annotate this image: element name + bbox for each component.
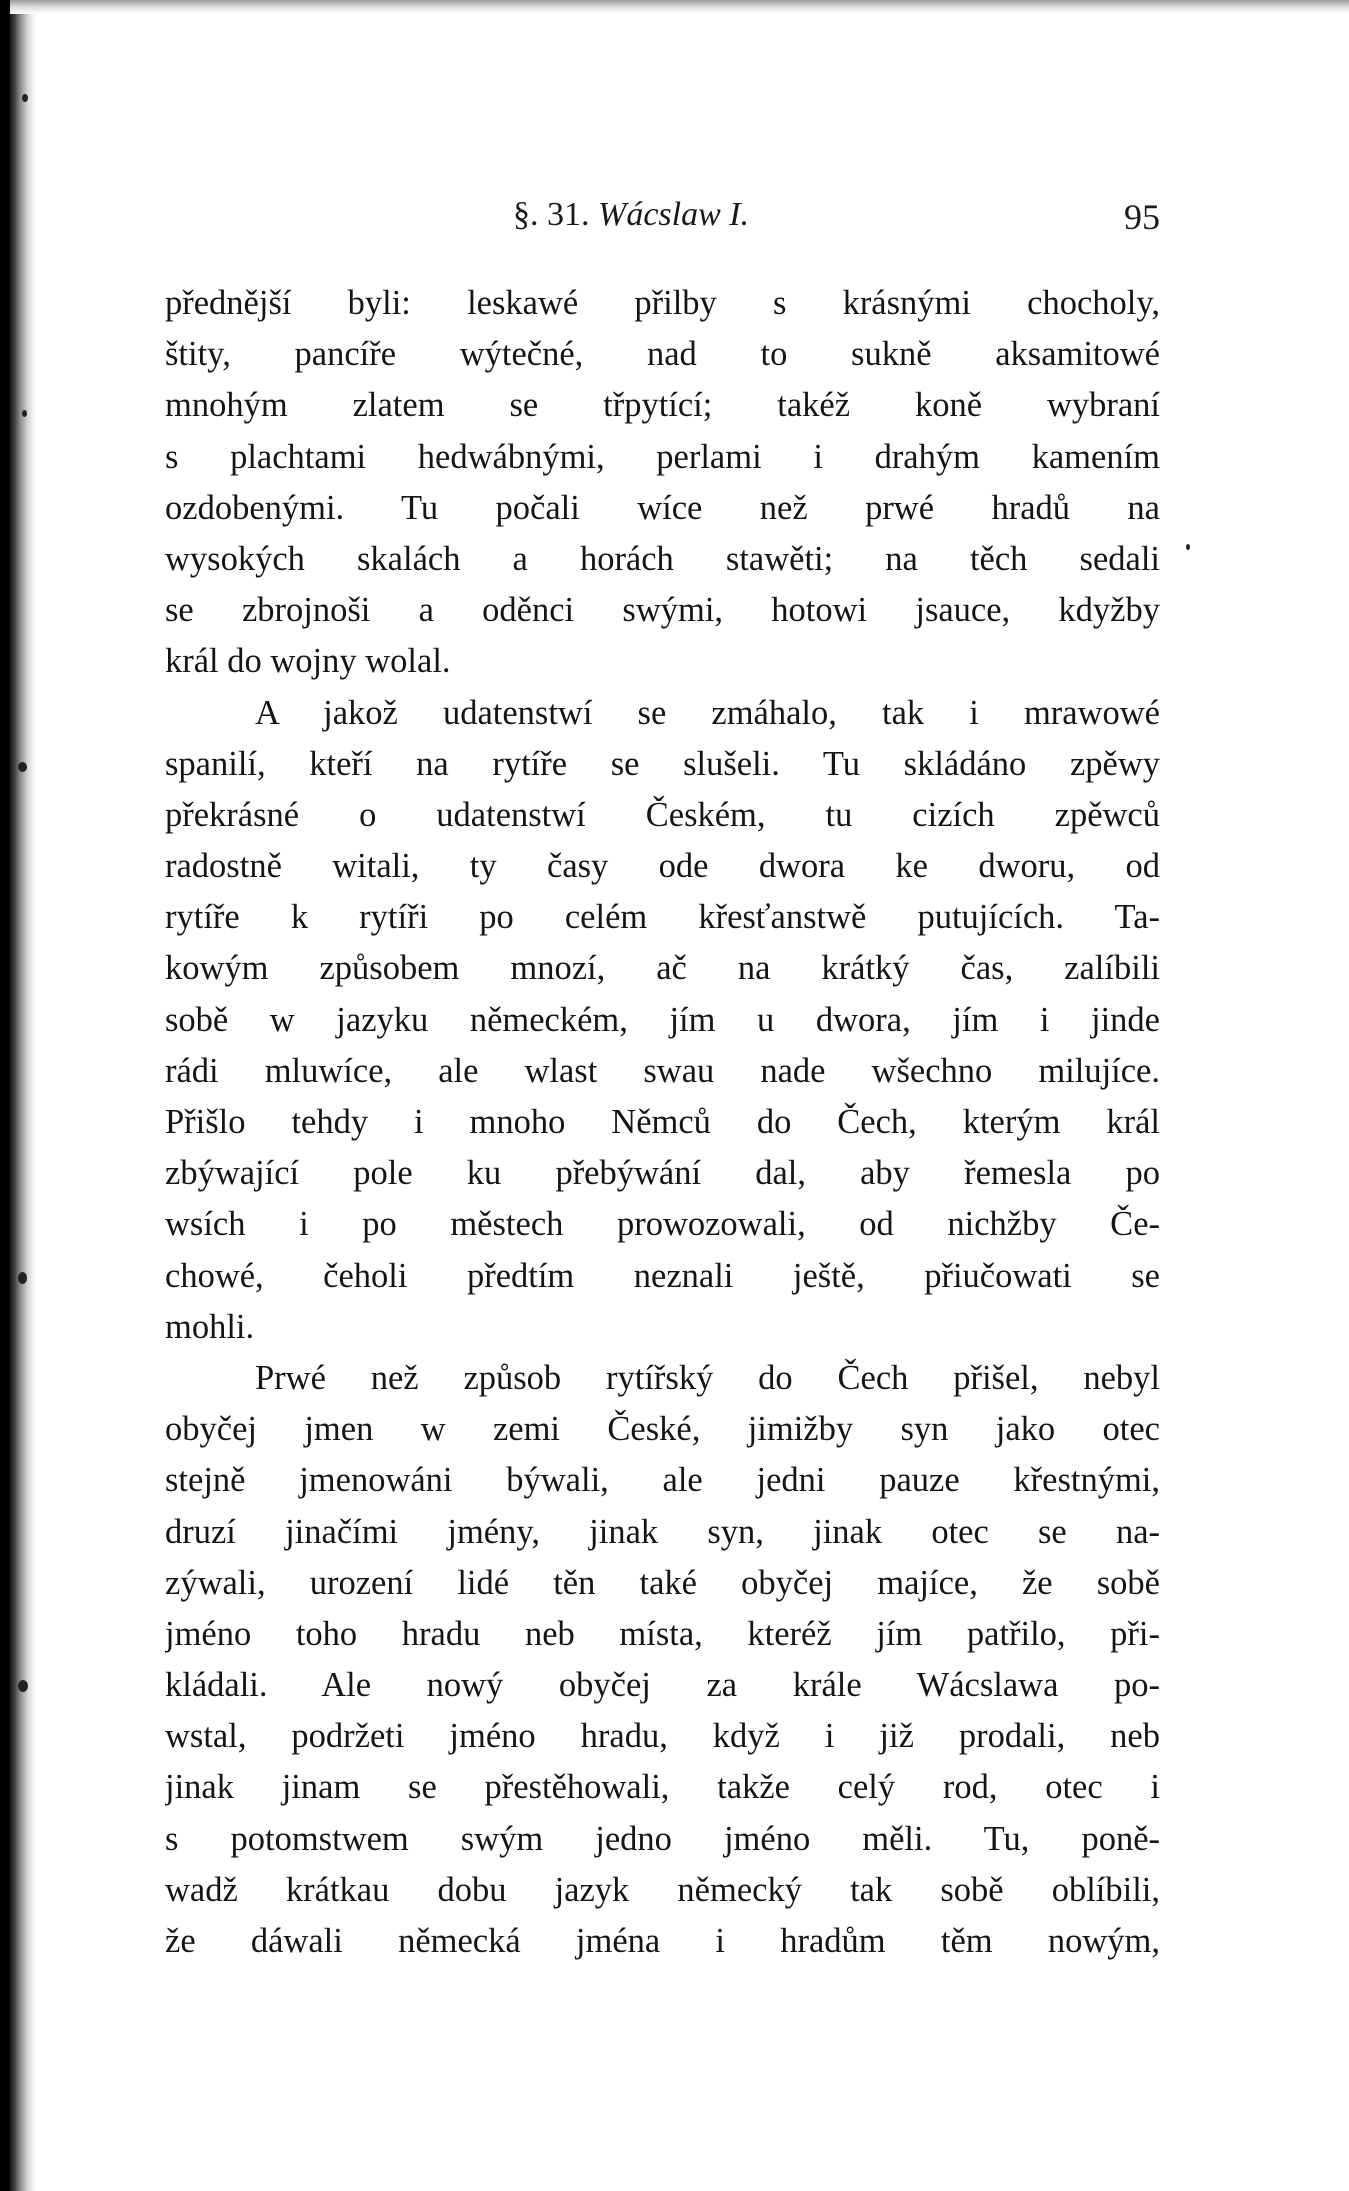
text-line: kowým způsobem mnozí, ač na krátký čas, zalíbili xyxy=(165,949,1160,988)
text-line: štity, pancíře wýtečné, nad to sukně aksamitowé xyxy=(165,335,1160,374)
text-line: zýwali, urození lidé těn také obyčej majíce, že sobě xyxy=(165,1563,1160,1602)
text-line: rytíře k rytíři po celém křesťanstwě putujících. Ta- xyxy=(165,898,1160,937)
page-binding-edge xyxy=(10,0,36,2191)
margin-speck xyxy=(18,1680,28,1692)
margin-speck xyxy=(22,410,27,417)
chapter-title: Wácslaw I. xyxy=(598,196,750,233)
text-line: Prwé než způsob rytířský do Čech přišel, nebyl xyxy=(255,1358,1160,1397)
text-line: stejně jmenowáni býwali, ale jedni pauze křestnými, xyxy=(165,1461,1160,1500)
text-line: A jakož udatenstwí se zmáhalo, tak i mrawowé xyxy=(255,693,1160,732)
margin-speck xyxy=(18,762,27,772)
margin-speck xyxy=(1186,544,1190,550)
text-line: wstal, podržeti jméno hradu, když i již prodali, neb xyxy=(165,1717,1160,1756)
section-number: §. 31. xyxy=(513,196,590,233)
text-line: rádi mluwíce, ale wlast swau nade wšechno milujíce. xyxy=(165,1051,1160,1090)
text-line: druzí jinačími jmény, jinak syn, jinak otec se na- xyxy=(165,1512,1160,1551)
text-line: že dáwali německá jména i hradům těm nowým, xyxy=(165,1922,1160,1960)
paragraph xyxy=(165,688,1160,1353)
text-line: mnohým zlatem se třpytící; takéž koně wybraní xyxy=(165,386,1160,425)
page-number: 95 xyxy=(1124,197,1160,237)
text-line: mohli. xyxy=(165,1307,255,1346)
text-line: obyčej jmen w zemi České, jimižby syn jako otec xyxy=(165,1410,1160,1449)
text-line: kládali. Ale nowý obyčej za krále Wácslawa po- xyxy=(165,1666,1160,1705)
text-line: zbýwající pole ku přebýwání dal, aby řemesla po xyxy=(165,1154,1160,1193)
text-line: jméno toho hradu neb místa, kteréž jím patřilo, při- xyxy=(165,1614,1160,1653)
text-line: wysokých skalách a horách stawěti; na těch sedali xyxy=(165,539,1160,578)
text-line: jinak jinam se přestěhowali, takže celý rod, otec i xyxy=(165,1768,1160,1807)
text-line: radostně witali, ty časy ode dwora ke dworu, od xyxy=(165,847,1160,886)
text-line: se zbrojnoši a oděnci swými, hotowi jsauce, kdyžby xyxy=(165,591,1160,630)
text-line: král do wojny wolal. xyxy=(165,642,451,681)
text-line: chowé, čeholi předtím neznali ještě, přiučowati se xyxy=(165,1256,1160,1295)
body-text xyxy=(165,278,1160,1967)
text-line: překrásné o udatenstwí Českém, tu cizích zpěwců xyxy=(165,795,1160,834)
paragraph xyxy=(165,1353,1160,1967)
paragraph xyxy=(165,278,1160,688)
margin-speck xyxy=(22,94,28,102)
text-line: s potomstwem swým jedno jméno měli. Tu, poně- xyxy=(165,1819,1160,1858)
text-line: ozdobenými. Tu počali wíce než prwé hradů na xyxy=(165,488,1160,527)
running-header xyxy=(165,190,1160,248)
text-line: přednější byli: leskawé přilby s krásnými chocholy, xyxy=(165,284,1160,322)
running-title xyxy=(513,196,749,234)
text-line: wadž krátkau dobu jazyk německý tak sobě oblíbili, xyxy=(165,1870,1160,1909)
text-line: wsích i po městech prowozowali, od nichžby Če- xyxy=(165,1205,1160,1244)
text-line: s plachtami hedwábnými, perlami i drahým kamením xyxy=(165,437,1160,476)
text-line: sobě w jazyku německém, jím u dwora, jím i jinde xyxy=(165,1000,1160,1039)
book-page xyxy=(10,0,1349,2191)
margin-speck xyxy=(18,1272,27,1284)
page-top-edge xyxy=(10,0,1349,14)
text-line: spanilí, kteří na rytíře se slušeli. Tu skládáno zpěwy xyxy=(165,744,1160,783)
text-line: Přišlo tehdy i mnoho Němců do Čech, kterým král xyxy=(165,1103,1160,1141)
